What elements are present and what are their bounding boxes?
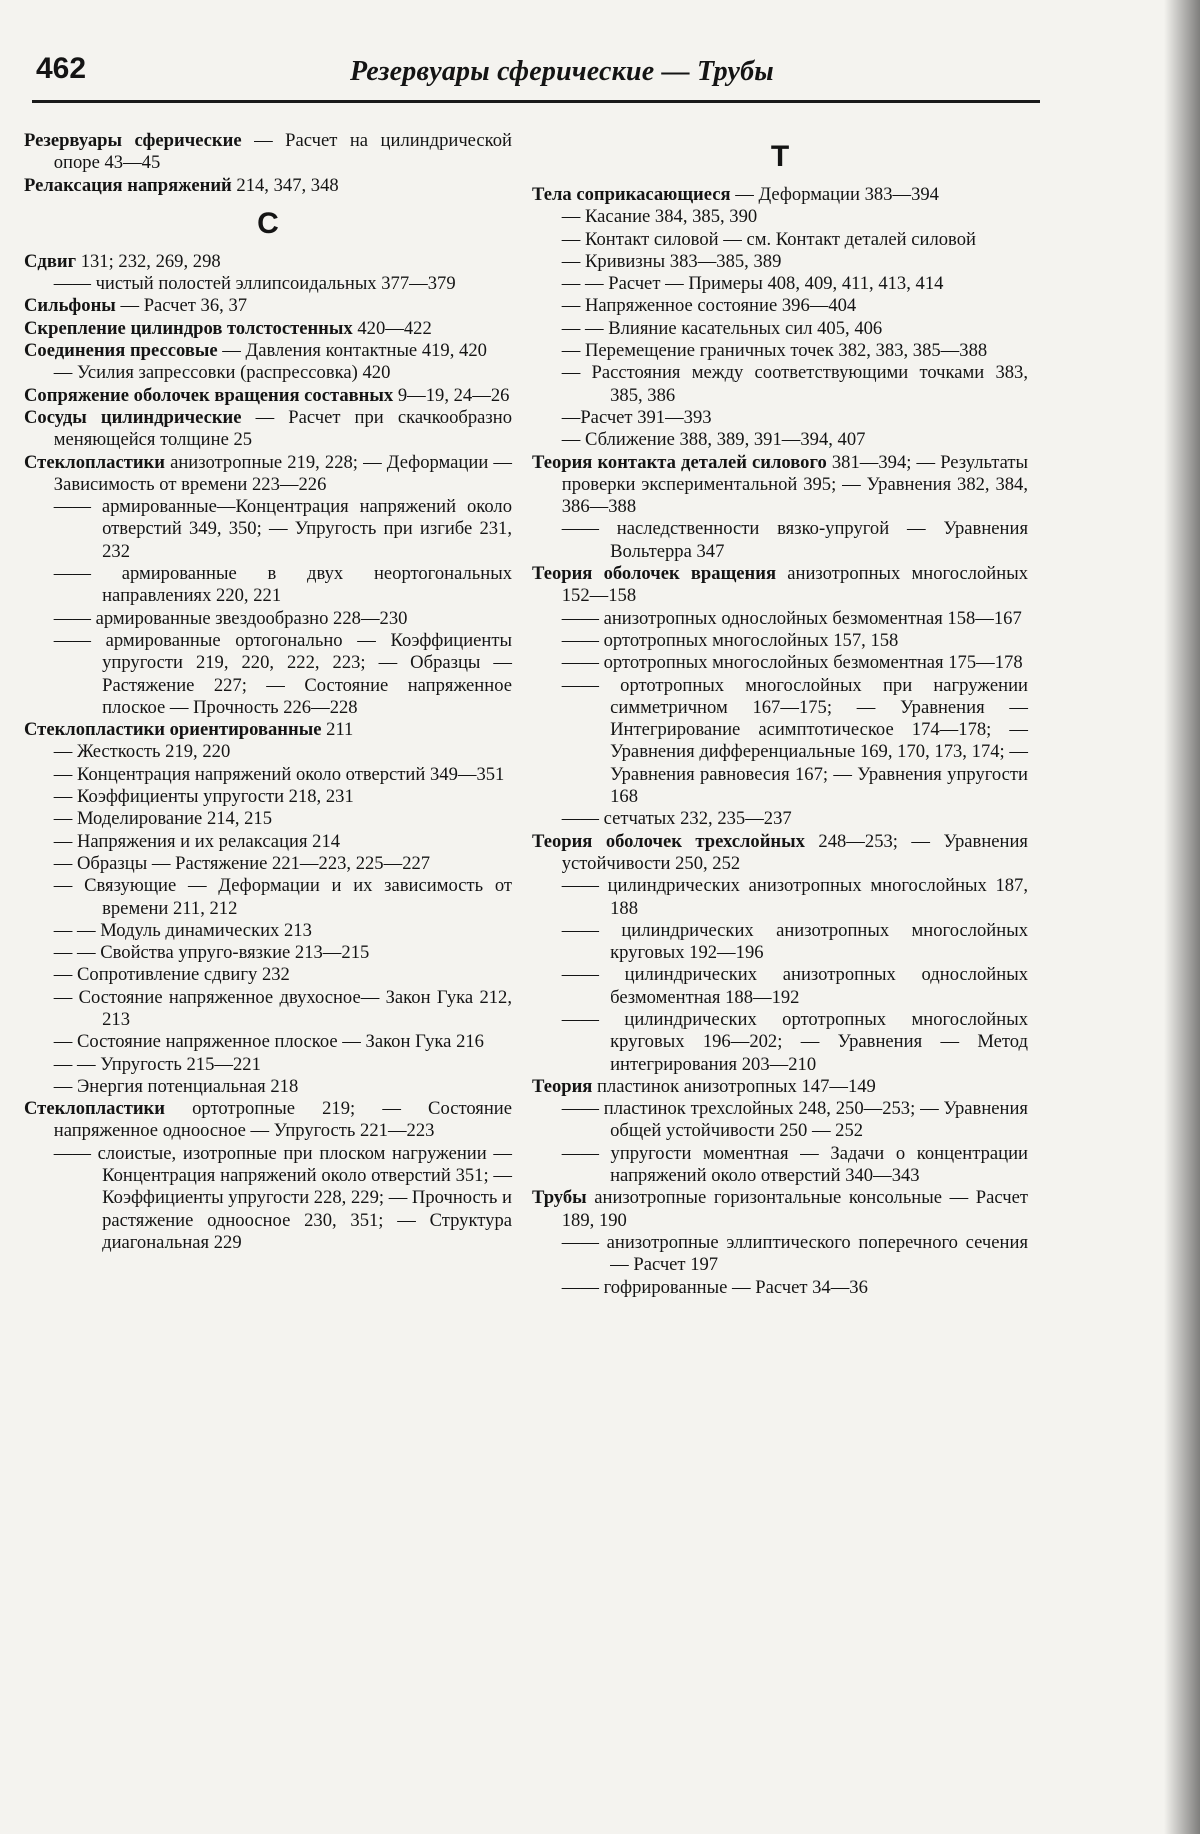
index-subentry — [532, 518, 1028, 563]
index-text: анизотропных многослойных 152—158 — [561, 563, 1028, 607]
index-text: 9—19, 24—26 — [393, 384, 510, 406]
index-text: — — Свойства упруго-вязкие 213—215 — [53, 942, 370, 964]
index-subentry — [532, 229, 1028, 251]
index-text: — Моделирование 214, 215 — [53, 808, 273, 830]
index-heading: Стеклопластики — [24, 451, 165, 473]
index-subentry — [24, 786, 512, 808]
index-subentry — [532, 251, 1028, 273]
index-entry — [24, 452, 512, 497]
index-subentry — [532, 652, 1028, 674]
index-text: — Контакт силовой — см. Контакт деталей силовой — [561, 228, 976, 250]
index-text: — Расстояния между соответствующими точками 383, 385, 386 — [561, 362, 1028, 406]
index-entry — [532, 1076, 1028, 1098]
index-subentry — [532, 630, 1028, 652]
index-text: — Давления контактные 419, 420 — [217, 340, 487, 362]
index-text: — Усилия запрессовки (распрессовка) 420 — [53, 362, 391, 384]
index-heading: Теория оболочек вращения — [532, 563, 777, 585]
index-subentry — [532, 1277, 1028, 1299]
index-entry — [24, 295, 512, 317]
index-heading: Соединения прессовые — [24, 340, 218, 362]
index-subentry — [532, 675, 1028, 809]
index-entry — [24, 407, 512, 452]
index-subentry — [24, 987, 512, 1032]
index-subentry — [532, 318, 1028, 340]
index-heading: Теория — [532, 1075, 593, 1097]
index-text: —— армированные звездообразно 228—230 — [53, 607, 408, 629]
index-text: —— слоистые, изотропные при плоском нагружении — Концентрация напряжений около отверстий 351; — Коэффициенты упругости 228, 229; — Прочность и растяжение одноосное 230, 351; — Структура диагональная 229 — [53, 1142, 512, 1253]
index-subentry — [532, 429, 1028, 451]
index-subentry — [24, 920, 512, 942]
index-entry — [532, 184, 1028, 206]
section-letter: С — [257, 206, 279, 240]
index-text: —— цилиндрических анизотропных многослойных круговых 192—196 — [561, 919, 1028, 964]
index-heading: Трубы — [532, 1187, 587, 1209]
index-entry — [24, 251, 512, 273]
index-subentry — [532, 273, 1028, 295]
index-text: —— армированные ортогонально — Коэффициенты упругости 219, 220, 222, 223; — Образцы — Растяжение 227; — Состояние напряженное плоское — Прочность 226—228 — [53, 629, 512, 718]
index-subentry — [532, 340, 1028, 362]
index-subentry — [24, 273, 512, 295]
index-text: —— ортотропных многослойных безмоментная 175—178 — [561, 652, 1023, 674]
index-heading: Релаксация напряжений — [24, 174, 232, 196]
index-entry — [24, 130, 512, 175]
index-subentry — [24, 1143, 512, 1254]
index-text: — Кривизны 383—385, 389 — [561, 250, 782, 272]
index-heading: Резервуары сферические — [24, 130, 242, 151]
index-subentry — [24, 964, 512, 986]
index-text: — — Влияние касательных сил 405, 406 — [561, 317, 883, 339]
index-heading: Сильфоны — [24, 295, 116, 317]
index-subentry — [532, 608, 1028, 630]
index-heading: Сосуды цилиндрические — [24, 406, 242, 428]
index-text: —— цилиндрических ортотропных многослойных круговых 196—202; — Уравнения — Метод интегрирования 203—210 — [561, 1008, 1028, 1075]
index-text: —— ортотропных многослойных 157, 158 — [561, 629, 899, 651]
index-text: —— сетчатых 232, 235—237 — [561, 808, 792, 830]
index-text: — Расчет на цилиндрической опоре 43—45 — [53, 130, 512, 174]
index-text: —— цилиндрических анизотропных многослойных 187, 188 — [561, 875, 1028, 919]
index-entry — [24, 1098, 512, 1143]
index-text: — Расчет 36, 37 — [115, 295, 248, 317]
index-heading: Теория контакта деталей силового — [532, 451, 827, 473]
index-heading: Теория оболочек трехслойных — [532, 830, 805, 852]
index-text: —— анизотропные эллиптического поперечного сечения — Расчет 197 — [561, 1231, 1028, 1276]
index-text: 214, 347, 348 — [231, 174, 339, 196]
index-heading: Сдвиг — [24, 250, 77, 272]
index-text: — — Расчет — Примеры 408, 409, 411, 413, 414 — [561, 273, 944, 295]
index-subentry — [24, 764, 512, 786]
index-subentry — [24, 942, 512, 964]
index-entry — [532, 452, 1028, 519]
index-text: — Сопротивление сдвигу 232 — [53, 964, 290, 986]
index-text: ортотропные 219; — Состояние напряженное одноосное — Упругость 221—223 — [53, 1098, 512, 1142]
index-subentry — [24, 362, 512, 384]
index-column-left — [24, 130, 512, 1254]
index-text: — Состояние напряженное двухосное— Закон Гука 212, 213 — [53, 986, 512, 1030]
index-text: 420—422 — [352, 317, 432, 339]
index-subentry — [24, 630, 512, 719]
index-text: — Напряжения и их релаксация 214 — [53, 830, 341, 852]
index-text: —— упругости моментная — Задачи о концентрации напряжений около отверстий 340—343 — [561, 1142, 1028, 1187]
index-text: — Касание 384, 385, 390 — [561, 206, 758, 228]
index-text: 381—394; — Результаты проверки экспериментальной 395; — Уравнения 382, 384, 386—388 — [561, 451, 1028, 518]
index-entry — [532, 563, 1028, 608]
index-text: —— анизотропных однослойных безмоментная 158—167 — [561, 607, 1022, 629]
section-letter: Т — [770, 140, 790, 173]
index-heading: Скрепление цилиндров толстостенных — [24, 317, 353, 339]
index-text: —— наследственности вязко-упругой — Уравнения Вольтерра 347 — [561, 518, 1028, 562]
index-subentry — [532, 407, 1028, 429]
index-subentry — [532, 1009, 1028, 1076]
index-text: —— армированные в двух неортогональных направлениях 220, 221 — [53, 563, 512, 607]
index-entry — [24, 719, 512, 741]
index-subentry — [532, 964, 1028, 1009]
index-text: — Напряженное состояние 396—404 — [561, 295, 857, 317]
index-subentry — [24, 853, 512, 875]
index-text: — Энергия потенциальная 218 — [53, 1075, 299, 1097]
index-column-right — [532, 130, 1028, 1299]
index-subentry — [24, 563, 512, 608]
scan-edge-shadow — [1164, 0, 1200, 1834]
index-text: 131; 232, 269, 298 — [76, 250, 221, 272]
index-text: —— гофрированные — Расчет 34—36 — [561, 1276, 868, 1298]
index-text: —— чистый полостей эллипсоидальных 377—379 — [53, 273, 456, 295]
index-entry — [24, 318, 512, 340]
index-text: 248—253; — Уравнения устойчивости 250, 252 — [561, 830, 1028, 874]
page-number: 462 — [36, 52, 87, 85]
index-subentry — [532, 295, 1028, 317]
index-subentry — [24, 875, 512, 920]
index-text: анизотропные 219, 228; — Деформации — Зависимость от времени 223—226 — [53, 451, 512, 495]
index-text: —— пластинок трехслойных 248, 250—253; — Уравнения общей устойчивости 250 — 252 — [561, 1098, 1028, 1142]
index-subentry — [24, 1076, 512, 1098]
index-text: — Деформации 383—394 — [730, 184, 939, 205]
index-heading: Стеклопластики ориентированные — [24, 719, 322, 741]
index-subentry — [24, 608, 512, 630]
index-subentry — [532, 920, 1028, 965]
index-heading: Стеклопластики — [24, 1098, 165, 1120]
index-subentry — [24, 496, 512, 563]
index-subentry — [532, 875, 1028, 920]
index-text: — — Упругость 215—221 — [53, 1053, 261, 1075]
index-text: — — Модуль динамических 213 — [53, 919, 312, 941]
index-entry — [532, 831, 1028, 876]
index-subentry — [532, 362, 1028, 407]
index-subentry — [532, 1232, 1028, 1277]
index-subentry — [532, 1098, 1028, 1143]
index-subentry — [24, 831, 512, 853]
index-entry — [532, 1187, 1028, 1232]
index-text: — Состояние напряженное плоское — Закон Гука 216 — [53, 1031, 484, 1053]
index-entry — [24, 385, 512, 407]
running-header — [32, 52, 1040, 103]
index-subentry — [24, 808, 512, 830]
index-heading: Сопряжение оболочек вращения составных — [24, 384, 394, 406]
index-text: 211 — [321, 719, 354, 741]
index-text: анизотропные горизонтальные консольные — Расчет 189, 190 — [561, 1187, 1028, 1231]
index-text: — Жесткость 219, 220 — [53, 741, 231, 763]
index-text: —— ортотропных многослойных при нагружении симметричном 167—175; — Уравнения — Интегрирование асимптотическое 174—178; — Уравнения дифференциальные 169, 170, 173, 174; — Уравнения равновесия 167; — Уравнения упругости 168 — [561, 674, 1028, 808]
index-text: —Расчет 391—393 — [561, 406, 712, 428]
index-text: —— цилиндрических анизотропных однослойных безмоментная 188—192 — [561, 964, 1028, 1008]
index-subentry — [24, 1031, 512, 1053]
index-text: — Расчет при скачкообразно меняющейся толщине 25 — [53, 406, 512, 451]
index-subentry — [24, 1054, 512, 1076]
running-title: Резервуары сферические — Трубы — [350, 56, 774, 87]
index-entry — [24, 175, 512, 197]
index-text: — Концентрация напряжений около отверстий 349—351 — [53, 763, 505, 785]
index-text: — Перемещение граничных точек 382, 383, 385—388 — [561, 340, 988, 362]
index-text: — Образцы — Растяжение 221—223, 225—227 — [53, 852, 431, 874]
index-text: — Сближение 388, 389, 391—394, 407 — [561, 429, 866, 451]
index-subentry — [532, 808, 1028, 830]
index-text: —— армированные—Концентрация напряжений около отверстий 349, 350; — Упругость при изгибе 231, 232 — [53, 496, 512, 562]
index-entry — [24, 340, 512, 362]
index-text: пластинок анизотропных 147—149 — [592, 1075, 876, 1097]
index-text: — Коэффициенты упругости 218, 231 — [53, 786, 354, 808]
index-heading: Тела соприкасающиеся — [532, 184, 731, 205]
index-text: — Связующие — Деформации и их зависимость от времени 211, 212 — [53, 875, 512, 919]
index-subentry — [532, 1143, 1028, 1188]
index-subentry — [532, 206, 1028, 228]
index-subentry — [24, 741, 512, 763]
